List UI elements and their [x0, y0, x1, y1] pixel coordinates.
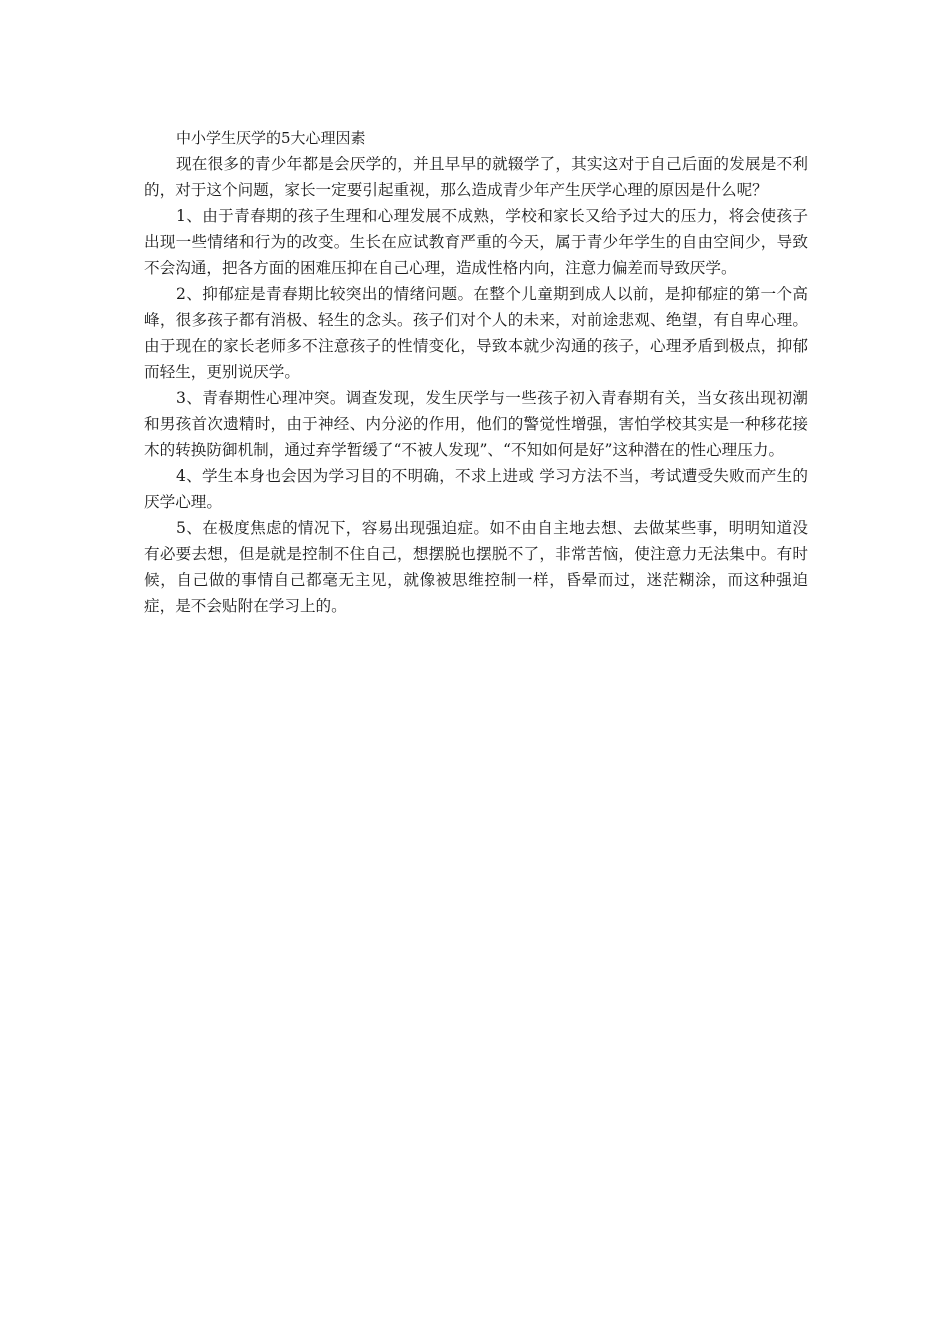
factor-paragraph-1: 1、由于青春期的孩子生理和心理发展不成熟，学校和家长又给予过大的压力，将会使孩子出现一些情绪和行为的改变。生长在应试教育严重的今天，属于青少年学生的自由空间少，导致不会沟通，把各方面的困难压抑在自己心理，造成性格内向，注意力偏差而导致厌学。 [144, 207, 808, 277]
document-title: 中小学生厌学的5大心理因素 [176, 129, 366, 147]
intro-paragraph: 现在很多的青少年都是会厌学的，并且早早的就辍学了，其实这对于自己后面的发展是不利的，对于这个问题，家长一定要引起重视，那么造成青少年产生厌学心理的原因是什么呢？ [144, 155, 808, 199]
factor-paragraph-2: 2、抑郁症是青春期比较突出的情绪问题。在整个儿童期到成人以前，是抑郁症的第一个高峰，很多孩子都有消极、轻生的念头。孩子们对个人的未来，对前途悲观、绝望，有自卑心理。由于现在的家长老师多不注意孩子的性情变化，导致本就少沟通的孩子，心理矛盾到极点，抑郁而轻生，更别说厌学。 [144, 285, 808, 381]
factor-paragraph-5: 5、在极度焦虑的情况下，容易出现强迫症。如不由自主地去想、去做某些事，明明知道没有必要去想，但是就是控制不住自己，想摆脱也摆脱不了，非常苦恼，使注意力无法集中。有时候，自己做的事情自己都毫无主见，就像被思维控制一样，昏晕而过，迷茫糊涂，而这种强迫症，是不会贴附在学习上的。 [144, 519, 808, 615]
document-body [144, 125, 808, 619]
factor-paragraph-4: 4、学生本身也会因为学习目的不明确，不求上进或 学习方法不当，考试遭受失败而产生的厌学心理。 [144, 467, 808, 511]
factor-paragraph-3: 3、青春期性心理冲突。调查发现，发生厌学与一些孩子初入青春期有关，当女孩出现初潮和男孩首次遗精时，由于神经、内分泌的作用，他们的警觉性增强，害怕学校其实是一种移花接木的转换防御机制，通过弃学暂缓了“不被人发现”、“不知如何是好”这种潜在的性心理压力。 [144, 389, 808, 459]
